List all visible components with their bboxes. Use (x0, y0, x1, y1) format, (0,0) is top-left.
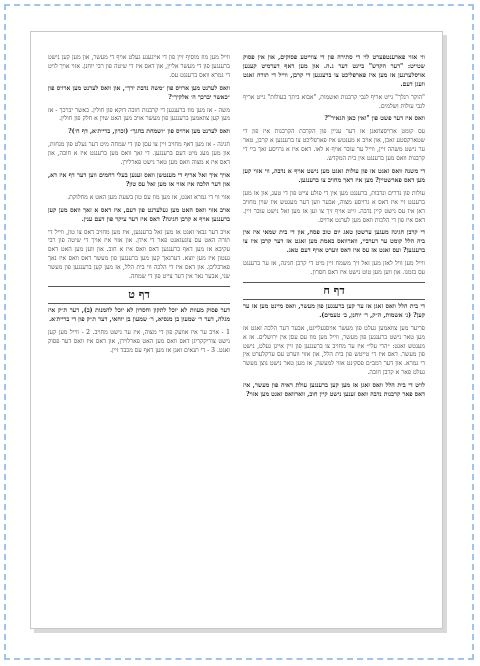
question-paragraph: אויך איך זאל אריף די מענטשן וואס זענען בעלי רחמים ווען דער דף איז דא, און דער הלכה איז אזוי אז מען זאל עס טון? (48, 171, 230, 188)
question-paragraph: וואס לערנט מען ארויס פון ״משה נדבת ידך״, און וואס לערנט מען ארויס פון ״כאשר יברכך ה׳ אלקיך״? (48, 84, 230, 101)
answer-paragraph: אזוי ווי די גמרא זאגט, אז מען מוז עס טון בשעת מען האט א מחלוקת. (67, 193, 230, 201)
answer-paragraph: "הוקר רגלך" גייט אריף לגבי קרבנות ואשמות, "אבוא ביתך בעולות" גייט אריף לגבי עולות ושלמים. (243, 93, 425, 110)
answer-paragraph: משה - אז מען מוז ברענגען די קרבנות חובה דוקא פון חולין. כאשר יברכך - אז מען קען צוזאמען ברענגען פון מעשר אויב מען האט שוין א חלק פון חולין. (48, 106, 230, 123)
answer-paragraph: ווייל מען מוז מוסיף זיין פון די אייגענע געלט אויף די מעשר, און מען קען נישט ברענגען פון די מעשר אליין, און דאס איז די שיטה פון רבי יוחנן. אזוי אויך לויט די גמרא וואס ברענגט עס. (48, 54, 230, 79)
daf-heading: דף ט (48, 286, 230, 304)
question-paragraph: די משנה וואס זאגט אז פון עולות זאגט מען נישט אויף א נדבה, ווי אזוי קען מען דאס פארשטיין? מען איז דאך מחויב צו ברענגען. (243, 167, 425, 184)
answer-paragraph: עס קומט ארויסצוזאגן אז דער עניין פון הקרבת הקרבנות איז פון די שטארקסטע זאכן, און אויב א מענטש איז פארפליכט צו ברענגען א קרבן, טאר ער נישט משהה זיין, ווייל ער עובר אויף א לאו. דאס איז א גרויסע זאך ביי די קרבנות וואס מען ברענגט אין בית המקדש. (243, 128, 425, 163)
question-paragraph: וואס איז דער פשט פון "ואין כאן הגאיר"? (324, 115, 425, 123)
answer-paragraph: עולות פון נדרים ונדבות, ברענגט מען אין די פולע צייט פון די טעג, און אז מען ברענגט זיי איז דאס א גרויסע מצוה, אבער ווען דער מענטש איז שוין מחויב דאן איז עס נישט קיין נדבה. זייט אויף זיך צו זען אז מען זאל נישט עובר זיין. דאס איז פון די הלכות וואס מען לערנט ארויס. (243, 189, 425, 224)
right-column (243, 54, 425, 610)
question-paragraph: וואס לערנט מען ארויס פון ״ושמחת בחגך״ (זכרון, בריית׳א, דף ח׳)? (68, 128, 230, 136)
left-column (48, 54, 230, 610)
answer-paragraph: 1 - אויב ער איז אוועק פון די מצוה, איז ער נישט מחויב. 2 - ווייל מען קען נישט צוריקקריגן דאס וואס מען האט פארלוירן, און דאס איז וואס דער פסוק זאגט. 3 - די תנאים זאגן אז מען דאף עס מכבד זיין. (48, 328, 230, 354)
answer-paragraph: פריער מען צוזאמען געלט פון מעשר אויסגעלייגט, אבער דער הלכה זאגט אז מען טאר נישט ברענגען פון מעשר, ווייל מען מוז עס עסן אין ירושלים. אז א מענטש זאגט: ״הרי עלי״ איז ער מחויב צו ברענגען פון זיין אייגן געלט, נישט פון מעשר. דאס איז די טייטש פון בית הלל, און אזוי ווערט עס ערקלערט אין די גמרא. און דער רמב״ם פסק׳נט אזוי למעשה, אז מען טאר נישט נוצן מעשר געלט פאר א קרבן חובה. (243, 324, 425, 377)
answer-paragraph: חגיגה - אז מען דאף מחויב זיין צו עסן פון די שמחה מיט דער געלט פון מנחות, און מען מעג מיט דעם ברענגען. די זאך וואס מען ברענגט איז א חובה, און דאס איז א מצוה וואס מען טאר נישט פארלירן. (48, 141, 230, 167)
question-paragraph: לויט די בית הלל וואס זאגן אז מען קען ברענגען עולת ראיה פון מעשר, איז דאס פאר קרבנות נדבה וואס זענען נישט קיין חוב, ווארוואס זאגט מען אזוי? (243, 382, 425, 399)
daf-heading: דף ח (243, 282, 425, 300)
question-paragraph: די קרבן חגיגה מעגען ערשטן טאג יום טוב פסח, און די בית שמאי איז אין ביה הלל קומט ער דערביי, ווארוואס באמת מען זאגט אז דער קרבן איז צו ברענגען? ועס זאגט אז עס איז דאס ווערט אויף דעם טאג. (243, 229, 425, 255)
question-paragraph: דער פסוק מעוות לא יוכל לתקון וחסרון לא יוכל להמנות (ב), דער ת״ק איז מגלה, דער ר׳ שמעון בן מנסיא, ר׳ שמעון בן יוחאי, דער ת״ק פון די בריית׳א. (48, 306, 230, 323)
answer-paragraph: ווייל מען וויל לאזן מען זאל זיך משמח זיין מיט די קרבן חגיגה, אז ער ברענגט עס בזמנו. און ווען מען טוט נישט איז דאס חסרון. (243, 260, 425, 277)
question-paragraph: די בית הלל וואס זאגן אז ער קען ברענגען פון מעשר, וואס מיינט מען אז ער קען? (נ׳ אשמות, ה״ק, ר׳ יוחנן, ב׳ טעמים). (243, 302, 425, 319)
question-paragraph: ווי אזוי פארענטפערט לוי די סתירה פון די צווייטע פסוקים, און אין פסוק שטייט: "דער הקדש" ביינט דער ג.ה. און מען דאף דערמיט קענען אויסלערנען אז מען איז פארפליכט צו ברענגען די קרבן, ווייל די תורה זאגט וועגן דעם. (243, 54, 425, 88)
document-page (30, 31, 443, 629)
answer-paragraph: אויב דער גבאי זאגט אז מען זאל ברענגען, איז מען מחויב דאס צו טון, ווייל די תורה האט עס צוגעזאגט פאר די אידן. און אזוי איז אויך די שיטה פון רבי עקיבא אז מען דאף ברענגען דאס וואס איז א חוב. און ווען מען האט דאס געטון איז מען יוצא. דערנאך קען מען ברענגען פון מעשר דאס וואס איז נאך פארבליבן. און דאס איז די הלכה ווי בית הלל, אז מען קען ברענגען פון מעשר שני, אבער נאר אין דער צייט פון די שמחה. (48, 228, 230, 281)
question-paragraph: אויב אזוי וואס האט מען געלערנט פון דעם, איז דאס א זאך וואס מען קען ברענגען אויף א קרבן חגיגה? דאס איז דער עיקר פון דעם ענין. (48, 206, 230, 223)
